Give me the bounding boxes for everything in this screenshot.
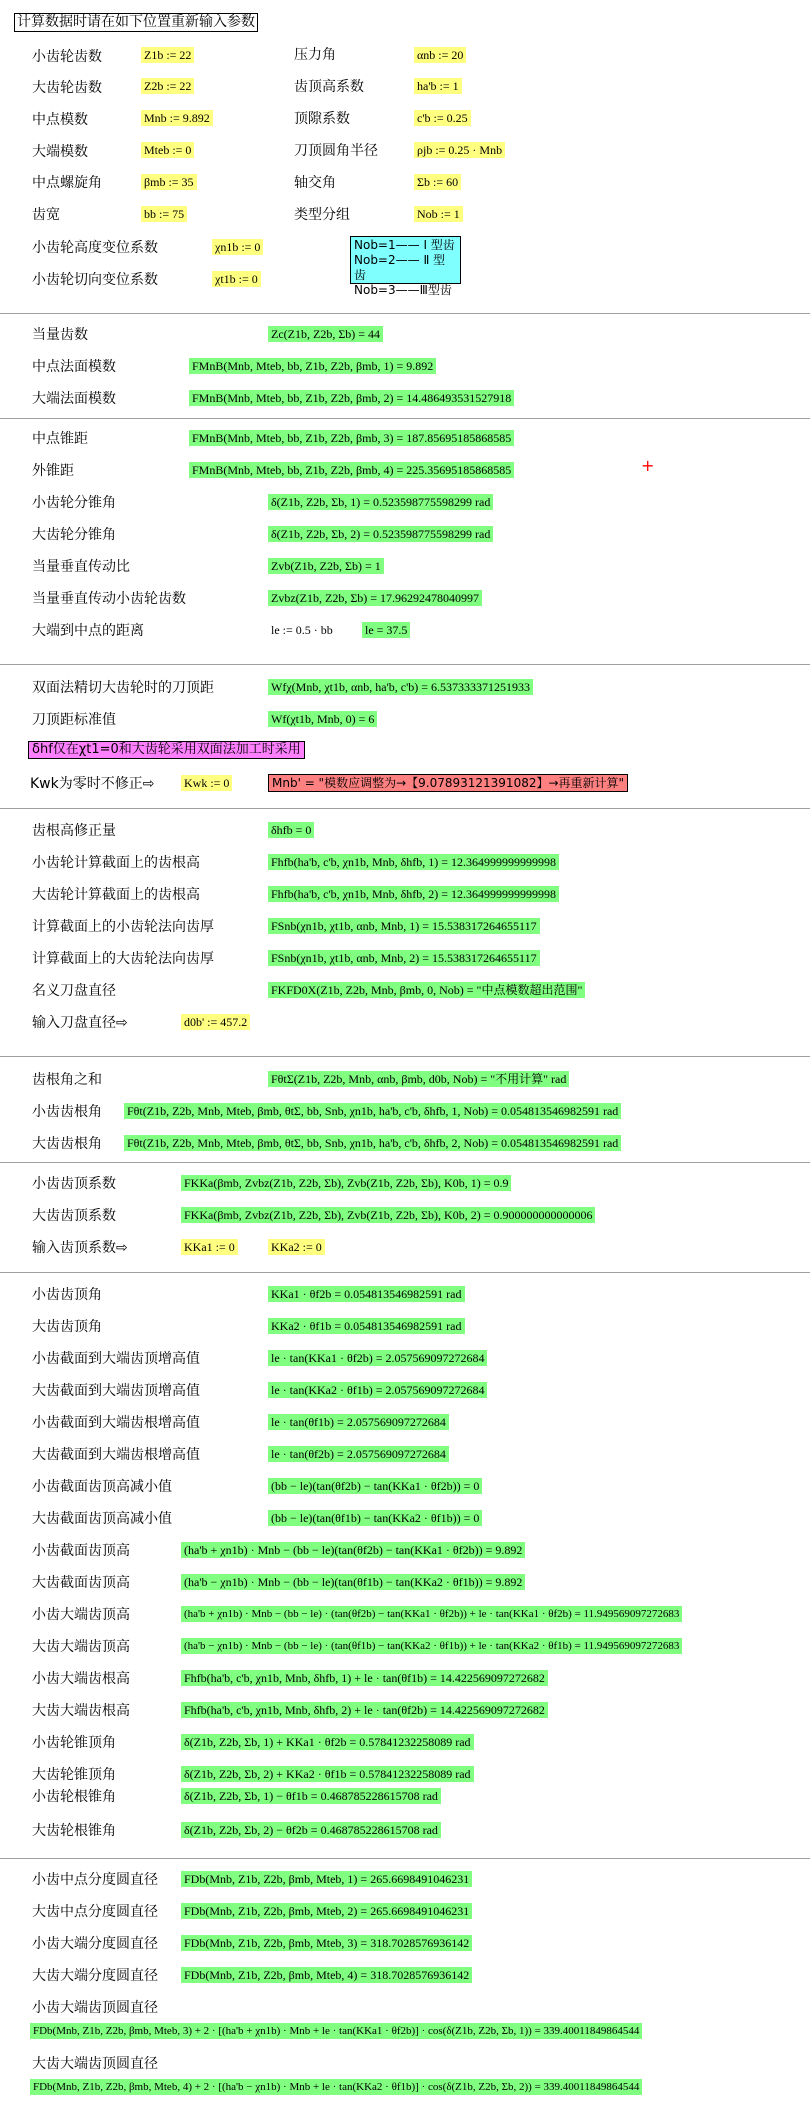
result-wfx: Wfχ(Mnb, χt1b, αnb, ha'b, c'b) = 6.537333371251933: [268, 679, 533, 695]
section-divider: [0, 418, 810, 419]
sigmab-input[interactable]: Σb := 60: [414, 174, 461, 190]
xt1b-input[interactable]: χt1b := 0: [212, 271, 261, 287]
row-label: 小齿大端齿根高: [32, 1671, 130, 1687]
result-theta-1: Fθt(Z1b, Z2b, Mnb, Mteb, βmb, θtΣ, bb, Snb, χn1b, ha'b, c'b, δhfb, 1, Nob) = 0.054813546982591 rad: [124, 1103, 621, 1119]
row-label: 大齿齿顶角: [32, 1319, 102, 1335]
result-row: le · tan(θf1b) = 2.057569097272684: [268, 1414, 449, 1430]
page-title: 计算数据时请在如下位置重新输入参数: [14, 13, 258, 32]
param-label-mteb: 大端模数: [32, 144, 88, 160]
result-delta-1: δ(Z1b, Z2b, Σb, 1) = 0.523598775598299 rad: [268, 494, 493, 510]
result-fmnb-4: FMnB(Mnb, Mteb, bb, Z1b, Z2b, βmb, 4) = 225.35695185868585: [189, 462, 514, 478]
delta-hf-note: δhf仅在χt1=0和大齿轮采用双面法加工时采用: [28, 741, 305, 759]
result-row: Fhfb(ha'b, c'b, χn1b, Mnb, δhfb, 2) + le · tan(θf2b) = 14.422569097272682: [181, 1702, 548, 1718]
row-label: 计算截面上的大齿轮法向齿厚: [32, 951, 214, 967]
row-label: 大齿大端齿根高: [32, 1703, 130, 1719]
row-label: 当量垂直传动比: [32, 559, 130, 575]
kka1-input[interactable]: KKa1 := 0: [181, 1239, 238, 1255]
row-label: 当量垂直传动小齿轮齿数: [32, 591, 186, 607]
section-divider: [0, 1162, 810, 1163]
row-label: 小齿截面齿顶高: [32, 1543, 130, 1559]
row-label: 大齿轮计算截面上的齿根高: [32, 887, 200, 903]
alphanb-input[interactable]: αnb := 20: [414, 47, 466, 63]
z1b-input[interactable]: Z1b := 22: [141, 47, 194, 63]
param-label-z2: 大齿轮齿数: [32, 80, 102, 96]
result-fkfd0x: FKFD0X(Z1b, Z2b, Mnb, βmb, 0, Nob) = "中点模数超出范围": [268, 982, 585, 998]
result-fmnb-1: FMnB(Mnb, Mteb, bb, Z1b, Z2b, βmb, 1) = 9.892: [189, 358, 436, 374]
param-label-xn1: 小齿轮高度变位系数: [32, 240, 158, 256]
result-row: δ(Z1b, Z2b, Σb, 1) − θf1b = 0.468785228615708 rad: [181, 1788, 441, 1804]
row-label: 小齿齿顶系数: [32, 1176, 116, 1192]
row-label: 小齿轮分锥角: [32, 495, 116, 511]
row-label: 齿根角之和: [32, 1072, 102, 1088]
result-wf: Wf(χt1b, Mnb, 0) = 6: [268, 711, 377, 727]
row-label: 当量齿数: [32, 327, 88, 343]
cursor-cross-icon: +: [641, 456, 655, 475]
result-zvb: Zvb(Z1b, Z2b, Σb) = 1: [268, 558, 384, 574]
row-label: 双面法精切大齿轮时的刀顶距: [32, 680, 214, 696]
result-dhfb: δhfb = 0: [268, 822, 314, 838]
row-label: 中点锥距: [32, 431, 88, 447]
result-row: δ(Z1b, Z2b, Σb, 1) + KKa1 · θf2b = 0.57841232258089 rad: [181, 1734, 474, 1750]
row-label: 外锥距: [32, 463, 74, 479]
result-fdb-2: FDb(Mnb, Z1b, Z2b, βmb, Mteb, 2) = 265.6698491046231: [181, 1903, 472, 1919]
mnb-input[interactable]: Mnb := 9.892: [141, 110, 213, 126]
result-row: (ha'b + χn1b) · Mnb − (bb − le) · (tan(θf2b) − tan(KKa1 · θf2b)) + le · tan(KKa1 · θf2b) = 11.949569097272683: [181, 1606, 682, 1622]
param-label-alpha: 压力角: [294, 47, 336, 63]
section-divider: [0, 1056, 810, 1057]
result-row: (ha'b − χn1b) · Mnb − (bb − le) · (tan(θf1b) − tan(KKa2 · θf1b)) + le · tan(KKa2 · θf1b) = 11.949569097272683: [181, 1638, 682, 1654]
row-label: 大齿轮锥顶角: [32, 1767, 116, 1783]
row-label: 大齿截面到大端齿顶增高值: [32, 1383, 200, 1399]
param-label-sigma: 轴交角: [294, 175, 336, 191]
hab-input[interactable]: ha'b := 1: [414, 78, 462, 94]
nob-legend-line: Nob=2—— Ⅱ 型齿: [354, 253, 446, 282]
row-label: 计算截面上的小齿轮法向齿厚: [32, 919, 214, 935]
section-divider: [0, 1858, 810, 1859]
row-label: 大齿齿根角: [32, 1136, 102, 1152]
row-label: 刀顶距标准值: [32, 712, 116, 728]
row-label: 小齿中点分度圆直径: [32, 1872, 158, 1888]
z2b-input[interactable]: Z2b := 22: [141, 78, 194, 94]
param-label-ha: 齿顶高系数: [294, 79, 364, 95]
row-label: 小齿大端齿顶圆直径: [32, 2000, 158, 2016]
param-label-beta: 中点螺旋角: [32, 175, 102, 191]
result-row: le · tan(KKa1 · θf2b) = 2.057569097272684: [268, 1350, 487, 1366]
row-label: 大端到中点的距离: [32, 623, 144, 639]
row-label: 大端法面模数: [32, 391, 116, 407]
param-label-xt1: 小齿轮切向变位系数: [32, 272, 158, 288]
result-row: le · tan(KKa2 · θf1b) = 2.057569097272684: [268, 1382, 487, 1398]
row-label: 小齿截面到大端齿根增高值: [32, 1415, 200, 1431]
module-warning: Mnb' = "模数应调整为→【9.07893121391082】→再重新计算": [268, 774, 628, 792]
row-label: 齿根高修正量: [32, 823, 116, 839]
param-label-c: 顶隙系数: [294, 111, 350, 127]
row-label: 小齿齿顶角: [32, 1287, 102, 1303]
param-label-z1: 小齿轮齿数: [32, 49, 102, 65]
result-row: KKa1 · θf2b = 0.054813546982591 rad: [268, 1286, 465, 1302]
result-theta-sum: FθtΣ(Z1b, Z2b, Mnb, αnb, βmb, d0b, Nob) = "不用计算" rad: [268, 1071, 569, 1087]
result-row: (ha'b + χn1b) · Mnb − (bb − le)(tan(θf2b) − tan(KKa1 · θf2b)) = 9.892: [181, 1542, 525, 1558]
param-label-nob: 类型分组: [294, 207, 350, 223]
row-label: 输入刀盘直径⇨: [32, 1015, 128, 1031]
cb-input[interactable]: c'b := 0.25: [414, 110, 471, 126]
result-row: (bb − le)(tan(θf2b) − tan(KKa1 · θf2b)) = 0: [268, 1478, 482, 1494]
result-fsnb-1: FSnb(χn1b, χt1b, αnb, Mnb, 1) = 15.538317264655117: [268, 918, 540, 934]
result-zvbz: Zvbz(Z1b, Z2b, Σb) = 17.96292478040997: [268, 590, 482, 606]
row-label: 大齿轮分锥角: [32, 527, 116, 543]
d0b-input[interactable]: d0b' := 457.2: [181, 1014, 250, 1030]
row-label: 输入齿顶系数⇨: [32, 1240, 128, 1256]
param-label-rho: 刀顶圆角半径: [294, 143, 378, 159]
result-fsnb-2: FSnb(χn1b, χt1b, αnb, Mnb, 2) = 15.538317264655117: [268, 950, 540, 966]
nob-legend-box: [350, 236, 461, 297]
result-row: le · tan(θf2b) = 2.057569097272684: [268, 1446, 449, 1462]
nob-legend-line: Nob=3——Ⅲ型齿: [354, 283, 452, 297]
row-label: 大齿截面齿顶高减小值: [32, 1511, 172, 1527]
nob-input[interactable]: Nob := 1: [414, 206, 463, 222]
result-fdb-3: FDb(Mnb, Z1b, Z2b, βmb, Mteb, 3) = 318.7028576936142: [181, 1935, 472, 1951]
row-label: 小齿截面到大端齿顶增高值: [32, 1351, 200, 1367]
bb-input[interactable]: bb := 75: [141, 206, 187, 222]
row-label: 小齿齿根角: [32, 1104, 102, 1120]
row-label: 名义刀盘直径: [32, 983, 116, 999]
param-label-bb: 齿宽: [32, 207, 60, 223]
row-label: 小齿截面齿顶高减小值: [32, 1479, 172, 1495]
result-row: Fhfb(ha'b, c'b, χn1b, Mnb, δhfb, 1) + le · tan(θf1b) = 14.422569097272682: [181, 1670, 548, 1686]
result-theta-2: Fθt(Z1b, Z2b, Mnb, Mteb, βmb, θtΣ, bb, Snb, χn1b, ha'b, c'b, δhfb, 2, Nob) = 0.054813546982591 rad: [124, 1135, 621, 1151]
result-fhfb-1: Fhfb(ha'b, c'b, χn1b, Mnb, δhfb, 1) = 12.364999999999998: [268, 854, 559, 870]
row-label: 大齿轮根锥角: [32, 1823, 116, 1839]
le-definition: le := 0.5 · bb: [271, 623, 333, 637]
row-label: 小齿轮根锥角: [32, 1789, 116, 1805]
row-label: 大齿大端齿顶圆直径: [32, 2056, 158, 2072]
row-label: 小齿轮计算截面上的齿根高: [32, 855, 200, 871]
result-row: δ(Z1b, Z2b, Σb, 2) + KKa2 · θf1b = 0.57841232258089 rad: [181, 1766, 474, 1782]
kwk-input[interactable]: Kwk := 0: [181, 775, 232, 791]
betamb-input[interactable]: βmb := 35: [141, 174, 197, 190]
result-fmnb-2: FMnB(Mnb, Mteb, bb, Z1b, Z2b, βmb, 2) = 14.486493531527918: [189, 390, 514, 406]
result-tip-dia-1: FDb(Mnb, Z1b, Z2b, βmb, Mteb, 3) + 2 · [(ha'b + χn1b) · Mnb + le · tan(KKa1 · θf2b)] · cos(δ(Z1b, Z2b, Σb, 1)) = 339.40011849864544: [30, 2023, 642, 2039]
row-label: 大齿截面到大端齿根增高值: [32, 1447, 200, 1463]
rhojb-input[interactable]: ρjb := 0.25 · Mnb: [414, 142, 505, 158]
result-delta-2: δ(Z1b, Z2b, Σb, 2) = 0.523598775598299 rad: [268, 526, 493, 542]
section-divider: [0, 664, 810, 665]
result-fkka-1: FKKa(βmb, Zvbz(Z1b, Z2b, Σb), Zvb(Z1b, Z2b, Σb), K0b, 1) = 0.9: [181, 1175, 511, 1191]
row-label: 小齿大端分度圆直径: [32, 1936, 158, 1952]
nob-legend-line: Nob=1—— Ⅰ 型齿: [354, 238, 455, 252]
result-fdb-4: FDb(Mnb, Z1b, Z2b, βmb, Mteb, 4) = 318.7028576936142: [181, 1967, 472, 1983]
result-fdb-1: FDb(Mnb, Z1b, Z2b, βmb, Mteb, 1) = 265.6698491046231: [181, 1871, 472, 1887]
row-label: 大齿大端分度圆直径: [32, 1968, 158, 1984]
kwk-label: Kwk为零时不修正⇨: [30, 776, 155, 792]
row-label: 中点法面模数: [32, 359, 116, 375]
mteb-input[interactable]: Mteb := 0: [141, 142, 194, 158]
section-divider: [0, 808, 810, 809]
result-tip-dia-2: FDb(Mnb, Z1b, Z2b, βmb, Mteb, 4) + 2 · [(ha'b − χn1b) · Mnb + le · tan(KKa2 · θf1b)] · cos(δ(Z1b, Z2b, Σb, 2)) = 339.40011849864544: [30, 2079, 642, 2095]
row-label: 大齿大端齿顶高: [32, 1639, 130, 1655]
row-label: 小齿大端齿顶高: [32, 1607, 130, 1623]
param-label-mnb: 中点模数: [32, 112, 88, 128]
kka2-input[interactable]: KKa2 := 0: [268, 1239, 325, 1255]
result-le: le = 37.5: [362, 622, 410, 638]
section-divider: [0, 313, 810, 314]
row-label: 大齿中点分度圆直径: [32, 1904, 158, 1920]
result-row: (ha'b − χn1b) · Mnb − (bb − le)(tan(θf1b) − tan(KKa2 · θf1b)) = 9.892: [181, 1574, 525, 1590]
result-zc: Zc(Z1b, Z2b, Σb) = 44: [268, 326, 383, 342]
result-row: KKa2 · θf1b = 0.054813546982591 rad: [268, 1318, 465, 1334]
section-divider: [0, 1272, 810, 1273]
result-row: (bb − le)(tan(θf1b) − tan(KKa2 · θf1b)) = 0: [268, 1510, 482, 1526]
result-row: δ(Z1b, Z2b, Σb, 2) − θf2b = 0.468785228615708 rad: [181, 1822, 441, 1838]
result-fmnb-3: FMnB(Mnb, Mteb, bb, Z1b, Z2b, βmb, 3) = 187.85695185868585: [189, 430, 514, 446]
row-label: 大齿齿顶系数: [32, 1208, 116, 1224]
result-fkka-2: FKKa(βmb, Zvbz(Z1b, Z2b, Σb), Zvb(Z1b, Z2b, Σb), K0b, 2) = 0.900000000000006: [181, 1207, 595, 1223]
result-fhfb-2: Fhfb(ha'b, c'b, χn1b, Mnb, δhfb, 2) = 12.364999999999998: [268, 886, 559, 902]
row-label: 大齿截面齿顶高: [32, 1575, 130, 1591]
xn1b-input[interactable]: χn1b := 0: [212, 239, 263, 255]
row-label: 小齿轮锥顶角: [32, 1735, 116, 1751]
